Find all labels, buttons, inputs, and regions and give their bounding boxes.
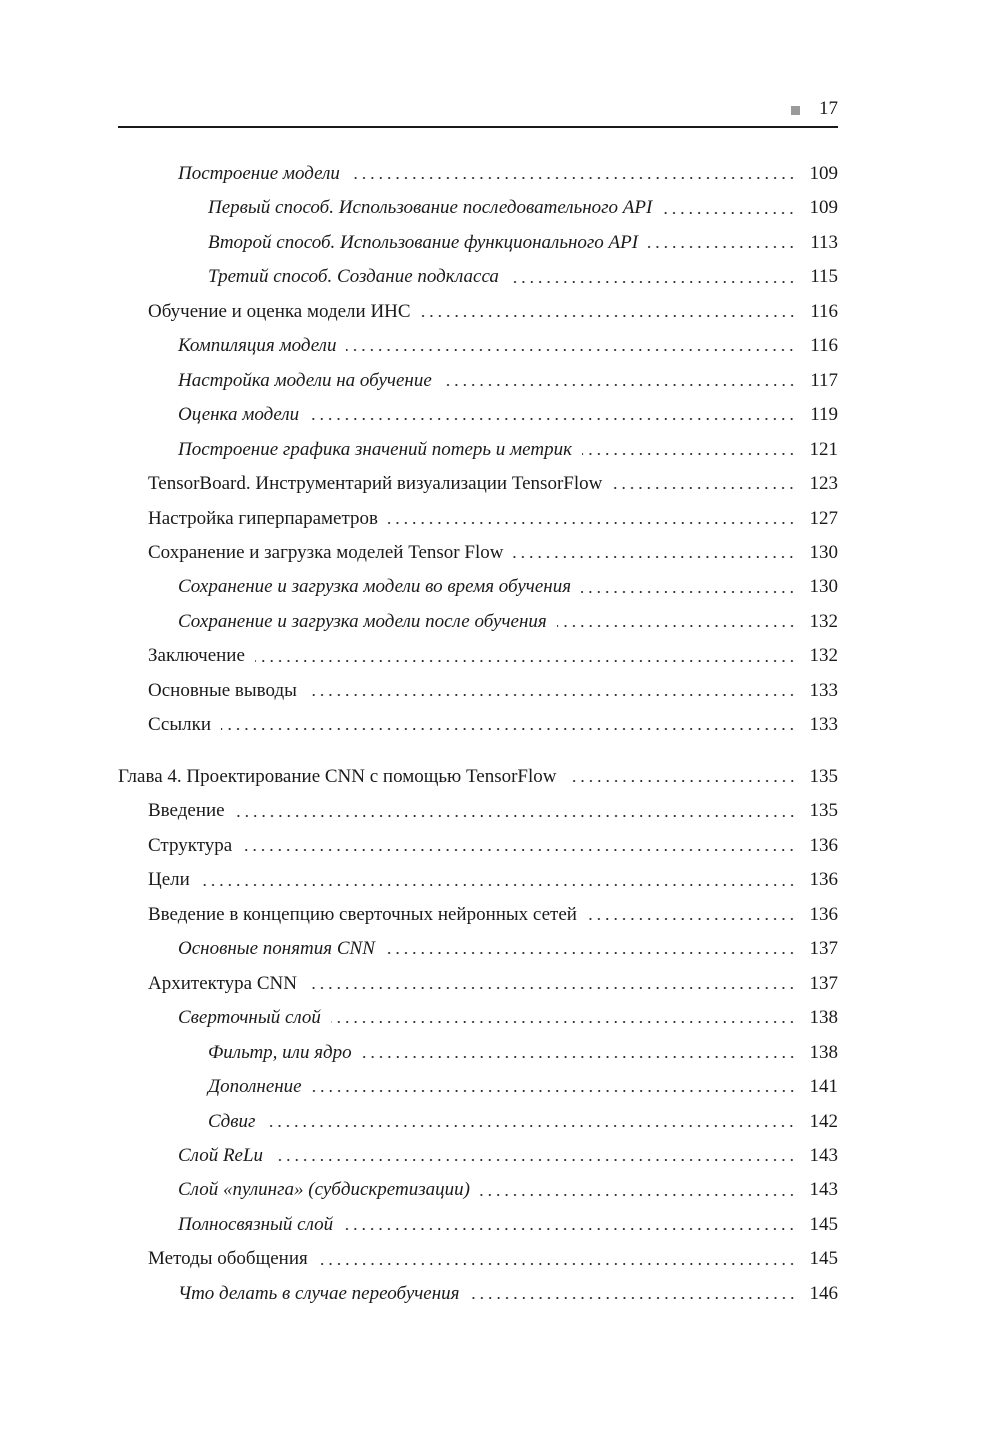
toc-entry-title: Оценка модели [178, 404, 300, 426]
toc-entry-page: 121 [809, 438, 838, 460]
dot-leader [421, 315, 796, 317]
toc-entry-title: Построение модели [178, 163, 340, 184]
dot-leader [331, 1021, 796, 1023]
toc-entry [178, 364, 838, 398]
toc-entry [148, 674, 838, 708]
toc-entry-page: 136 [809, 834, 838, 856]
toc-entry-title: Первый способ. Использование последовательного API [208, 197, 653, 219]
toc-entry-title: TensorBoard. Инструментарий визуализации TensorFlow [148, 473, 603, 495]
dot-leader [513, 556, 796, 558]
toc-entry-title: Построение графика значений потерь и метрик [178, 438, 572, 460]
toc-entry [208, 1036, 838, 1070]
toc-entry-page: 115 [810, 266, 838, 288]
toc-entry [148, 898, 838, 932]
toc-entry-page: 119 [810, 404, 838, 426]
toc-entry-title: Настройка модели на обучение [178, 369, 432, 391]
header-square-mark [791, 106, 800, 115]
dot-leader [309, 418, 796, 420]
toc-chapter-entry [118, 760, 838, 794]
toc-entry [208, 191, 838, 225]
toc-entry-page: 137 [809, 972, 838, 994]
dot-leader [346, 349, 796, 351]
toc-entry-title: Сверточный слой [178, 1007, 321, 1029]
toc-entry [148, 295, 838, 329]
toc-entry [148, 829, 838, 863]
toc-entry-title: Третий способ. Создание подкласса [208, 266, 499, 288]
toc-entry-page: 132 [809, 610, 838, 632]
toc-entry-title: Основные понятия CNN [178, 938, 375, 960]
dot-leader [221, 728, 796, 730]
toc-entry-title: Компиляция модели [178, 335, 337, 357]
dot-leader [557, 625, 796, 627]
dot-leader [265, 1125, 796, 1127]
dot-leader [648, 246, 796, 248]
toc-entry-title: Сохранение и загрузка моделей Tensor Flow [148, 541, 504, 563]
dot-leader [362, 1056, 796, 1058]
toc-entry-page: 113 [810, 231, 838, 253]
toc-entry [178, 605, 838, 639]
toc-entry-title: Второй способ. Использование функционального API [208, 231, 639, 253]
dot-leader [470, 1297, 796, 1299]
toc-entry [148, 708, 838, 742]
toc-entry [148, 502, 838, 536]
toc-entry-page: 130 [809, 576, 838, 598]
toc-entry-page: 143 [809, 1144, 838, 1166]
toc-entry [148, 467, 838, 501]
toc-entry-title: Обучение и оценка модели ИНС [148, 300, 411, 322]
dot-leader [480, 1194, 796, 1196]
toc-entry-title: Введение в концепцию сверточных нейронных сетей [148, 903, 577, 925]
toc-entry-page: 145 [809, 1248, 838, 1270]
toc-entry-page: 133 [809, 679, 838, 701]
toc-entry [178, 570, 838, 604]
toc-entry-title: Ссылки [148, 714, 211, 736]
toc-entry [208, 226, 838, 260]
toc-entry-title: Фильтр, или ядро [208, 1041, 352, 1063]
toc-entry [178, 433, 838, 467]
dot-leader [273, 1159, 796, 1161]
toc-entry-title: Сдвиг [208, 1110, 256, 1132]
toc-entry [148, 639, 838, 673]
toc-entry-page: 142 [809, 1110, 838, 1132]
toc-entry-page: 133 [809, 714, 838, 736]
dot-leader [442, 384, 796, 386]
toc-entry [178, 1139, 838, 1173]
dot-leader [200, 884, 796, 886]
toc-entry-page: 116 [810, 300, 838, 322]
toc-entry [178, 1277, 838, 1311]
toc-entry-page: 109 [809, 163, 838, 184]
toc-entry [148, 863, 838, 897]
dot-leader [312, 1090, 796, 1092]
dot-leader [350, 177, 796, 179]
dot-leader [509, 281, 796, 283]
dot-leader [581, 591, 796, 593]
dot-leader [307, 987, 796, 989]
toc-entry-title: Основные выводы [148, 679, 297, 701]
toc-entry-title: Дополнение [208, 1076, 302, 1098]
toc-entry-page: 136 [809, 869, 838, 891]
toc-entry-page: 137 [809, 938, 838, 960]
page-number: 17 [819, 98, 838, 119]
dot-leader [582, 453, 796, 455]
toc-entry-page: 143 [809, 1179, 838, 1201]
dot-leader [612, 487, 796, 489]
toc-entry [178, 932, 838, 966]
toc-entry-page: 109 [809, 197, 838, 219]
dot-leader [587, 918, 796, 920]
dot-leader [662, 212, 796, 214]
dot-leader [343, 1228, 796, 1230]
toc-entry-title: Полносвязный слой [178, 1213, 334, 1235]
toc-entry-title: Сохранение и загрузка модели после обучения [178, 610, 547, 632]
toc-entry-title: Структура [148, 834, 233, 856]
toc-entry-title: Настройка гиперпараметров [148, 507, 378, 529]
toc-entry-title: Слой ReLu [178, 1144, 264, 1166]
dot-leader [242, 849, 796, 851]
toc-entry-page: 145 [809, 1213, 838, 1235]
toc-entry-page: 135 [809, 800, 838, 822]
toc-entry [208, 260, 838, 294]
toc-entry-page: 117 [810, 369, 838, 391]
toc-entry [208, 1105, 838, 1139]
toc-entry [178, 1208, 838, 1242]
toc-entry-title: Глава 4. Проектирование CNN с помощью TensorFlow [118, 766, 557, 787]
toc-entry-title: Сохранение и загрузка модели во время обучения [178, 576, 572, 598]
toc-entry-page: 138 [809, 1007, 838, 1029]
toc-entry [148, 536, 838, 570]
toc-entry-page: 138 [809, 1041, 838, 1063]
toc-entry-title: Цели [148, 869, 190, 891]
toc-entry [178, 1173, 838, 1207]
toc-entry-page: 136 [809, 903, 838, 925]
dot-leader [235, 815, 796, 817]
toc-entry-title: Введение [148, 800, 225, 822]
toc-entry-page: 132 [809, 645, 838, 667]
toc-entry-page: 130 [809, 541, 838, 563]
toc-entry-title: Заключение [148, 645, 245, 667]
toc-entry [178, 157, 838, 191]
dot-leader [388, 522, 796, 524]
toc-entry-page: 123 [809, 473, 838, 495]
toc-entry-title: Что делать в случае переобучения [178, 1282, 460, 1304]
dot-leader [307, 694, 796, 696]
toc-entry-title: Слой «пулинга» (субдискретизации) [178, 1179, 470, 1201]
dot-leader [255, 660, 796, 662]
toc-entry [148, 794, 838, 828]
toc-entry [178, 398, 838, 432]
dot-leader [385, 952, 796, 954]
toc-entry [148, 967, 838, 1001]
toc-entry-page: 116 [810, 335, 838, 357]
toc-entry [148, 1242, 838, 1276]
toc-entry [178, 1001, 838, 1035]
dot-leader [318, 1263, 796, 1265]
toc-entry-title: Архитектура CNN [148, 972, 297, 994]
toc-entry-title: Методы обобщения [148, 1248, 308, 1270]
toc-entry-page: 146 [809, 1282, 838, 1304]
toc-entry [178, 329, 838, 363]
toc-entry [208, 1070, 838, 1104]
dot-leader [567, 780, 796, 782]
toc-entry-page: 135 [809, 766, 838, 787]
toc-entry-page: 127 [809, 507, 838, 529]
running-header [118, 98, 838, 128]
toc-entry-page: 141 [809, 1076, 838, 1098]
